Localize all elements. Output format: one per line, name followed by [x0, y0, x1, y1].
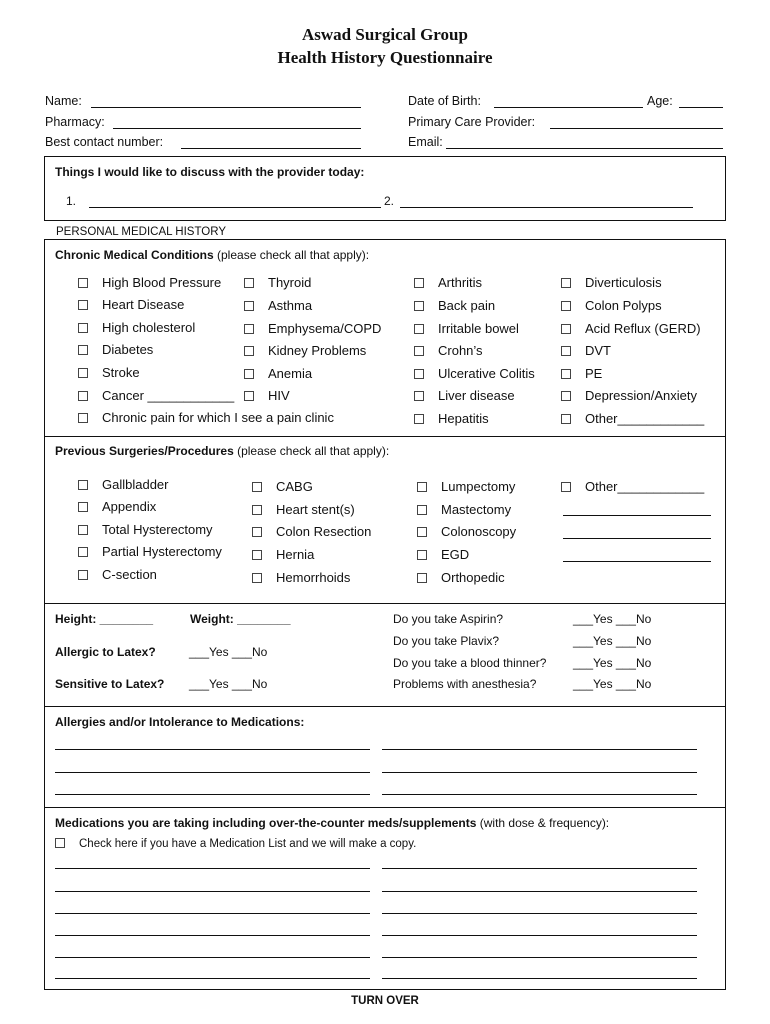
medication-line[interactable] — [55, 913, 370, 914]
surgery-option[interactable]: Heart stent(s) — [252, 502, 355, 517]
chronic-option[interactable]: Anemia — [244, 366, 312, 381]
other-surgery-field[interactable] — [563, 515, 711, 516]
checkbox[interactable] — [78, 502, 88, 512]
checkbox[interactable] — [561, 482, 571, 492]
allergic-latex-yes-no[interactable]: ___Yes ___No — [189, 645, 268, 659]
checkbox[interactable] — [414, 278, 424, 288]
chronic-option[interactable]: Heart Disease — [78, 297, 184, 312]
checkbox[interactable] — [78, 547, 88, 557]
dob-field[interactable] — [494, 107, 643, 108]
chronic-option[interactable]: Colon Polyps — [561, 298, 662, 313]
chronic-option[interactable]: Chronic pain for which I see a pain clinic — [78, 410, 334, 425]
divider — [44, 706, 726, 707]
checkbox[interactable] — [414, 391, 424, 401]
checkbox[interactable] — [244, 278, 254, 288]
divider — [44, 807, 726, 808]
allergic-latex-label: Allergic to Latex? — [55, 645, 156, 659]
surgeries-heading-note: (please check all that apply): — [237, 444, 390, 458]
checkbox[interactable] — [78, 278, 88, 288]
checkbox[interactable] — [561, 301, 571, 311]
allergy-line[interactable] — [382, 749, 697, 750]
chronic-option[interactable]: Arthritis — [414, 275, 482, 290]
checkbox[interactable] — [561, 346, 571, 356]
surgery-option[interactable]: Hemorrhoids — [252, 570, 350, 585]
org-name: Aswad Surgical Group — [302, 25, 468, 44]
chronic-option[interactable]: Back pain — [414, 298, 495, 313]
checkbox[interactable] — [252, 573, 262, 583]
email-field[interactable] — [446, 148, 723, 149]
checkbox[interactable] — [414, 369, 424, 379]
medication-line[interactable] — [55, 957, 370, 958]
other-surgery-field[interactable] — [563, 561, 711, 562]
checkbox[interactable] — [561, 278, 571, 288]
checkbox[interactable] — [417, 505, 427, 515]
checkbox[interactable] — [561, 369, 571, 379]
checkbox[interactable] — [414, 414, 424, 424]
pcp-field[interactable] — [550, 128, 723, 129]
medication-line[interactable] — [55, 868, 370, 869]
checkbox[interactable] — [78, 525, 88, 535]
discuss-field-1[interactable] — [89, 207, 381, 208]
checkbox[interactable] — [244, 301, 254, 311]
checkbox[interactable] — [78, 345, 88, 355]
chronic-option[interactable]: Acid Reflux (GERD) — [561, 321, 701, 336]
medication-line[interactable] — [382, 957, 697, 958]
chronic-heading — [55, 248, 369, 262]
checkbox[interactable] — [417, 527, 427, 537]
checkbox[interactable] — [78, 323, 88, 333]
checkbox[interactable] — [55, 838, 65, 848]
divider — [44, 603, 726, 604]
chronic-option[interactable]: Irritable bowel — [414, 321, 519, 336]
name-label: Name: — [45, 94, 82, 108]
checkbox[interactable] — [561, 324, 571, 334]
allergies-heading: Allergies and/or Intolerance to Medications: — [55, 715, 305, 729]
allergy-line[interactable] — [382, 772, 697, 773]
chronic-option[interactable]: Other____________ — [561, 411, 704, 426]
chronic-option[interactable]: DVT — [561, 343, 611, 358]
checkbox[interactable] — [78, 368, 88, 378]
medications-heading-note: (with dose & frequency): — [479, 816, 610, 830]
anesthesia-question: Problems with anesthesia? — [393, 677, 537, 691]
medication-line[interactable] — [55, 978, 370, 979]
discuss-heading: Things I would like to discuss with the provider today: — [55, 165, 365, 179]
checkbox[interactable] — [417, 550, 427, 560]
chronic-option[interactable]: Thyroid — [244, 275, 311, 290]
weight-field[interactable]: Weight: ________ — [190, 612, 291, 626]
chronic-option[interactable]: Diabetes — [78, 342, 153, 357]
anesthesia-yes-no[interactable]: ___Yes ___No — [573, 677, 652, 691]
checkbox[interactable] — [252, 527, 262, 537]
chronic-option[interactable]: Liver disease — [414, 388, 515, 403]
surgery-option[interactable]: Colon Resection — [252, 524, 371, 539]
surgery-option[interactable]: CABG — [252, 479, 313, 494]
allergy-line[interactable] — [55, 749, 370, 750]
chronic-option[interactable]: Hepatitis — [414, 411, 489, 426]
checkbox[interactable] — [417, 573, 427, 583]
chronic-option[interactable]: Emphysema/COPD — [244, 321, 381, 336]
surgery-option[interactable]: EGD — [417, 547, 469, 562]
allergy-line[interactable] — [382, 794, 697, 795]
age-label: Age: — [647, 94, 673, 108]
other-surgery-field[interactable] — [563, 538, 711, 539]
age-field[interactable] — [679, 107, 723, 108]
chronic-option[interactable]: HIV — [244, 388, 290, 403]
chronic-option[interactable]: Crohn’s — [414, 343, 483, 358]
dob-label: Date of Birth: — [408, 94, 481, 108]
surgery-option[interactable]: Colonoscopy — [417, 524, 516, 539]
checkbox[interactable] — [414, 346, 424, 356]
height-field[interactable]: Height: ________ — [55, 612, 154, 626]
surgery-option[interactable]: Orthopedic — [417, 570, 505, 585]
medication-line[interactable] — [382, 978, 697, 979]
sensitive-latex-yes-no[interactable]: ___Yes ___No — [189, 677, 268, 691]
allergy-line[interactable] — [55, 794, 370, 795]
chronic-option[interactable]: Ulcerative Colitis — [414, 366, 535, 381]
checkbox[interactable] — [244, 391, 254, 401]
pcp-label: Primary Care Provider: — [408, 115, 536, 129]
surgery-option[interactable]: Gallbladder — [78, 477, 169, 492]
checkbox[interactable] — [252, 505, 262, 515]
medication-line[interactable] — [382, 913, 697, 914]
pharmacy-label: Pharmacy: — [45, 115, 105, 129]
surgery-option[interactable]: Appendix — [78, 499, 156, 514]
pmh-label: PERSONAL MEDICAL HISTORY — [56, 226, 226, 238]
chronic-option[interactable]: Diverticulosis — [561, 275, 662, 290]
plavix-yes-no[interactable]: ___Yes ___No — [573, 634, 652, 648]
chronic-heading-note: (please check all that apply): — [217, 248, 370, 262]
medication-line[interactable] — [382, 891, 697, 892]
checkbox[interactable] — [414, 324, 424, 334]
thinner-yes-no[interactable]: ___Yes ___No — [573, 656, 652, 670]
checkbox[interactable] — [78, 413, 88, 423]
checkbox[interactable] — [417, 482, 427, 492]
discuss-number-2: 2. — [384, 194, 395, 208]
chronic-option[interactable]: Kidney Problems — [244, 343, 366, 358]
thinner-question: Do you take a blood thinner? — [393, 656, 547, 670]
sensitive-latex-label: Sensitive to Latex? — [55, 677, 165, 691]
chronic-option[interactable]: PE — [561, 366, 602, 381]
surgery-option[interactable]: Partial Hysterectomy — [78, 544, 222, 559]
checkbox[interactable] — [78, 391, 88, 401]
checkbox[interactable] — [244, 324, 254, 334]
surgery-option[interactable]: Total Hysterectomy — [78, 522, 213, 537]
checkbox[interactable] — [244, 346, 254, 356]
checkbox[interactable] — [244, 369, 254, 379]
surgery-option[interactable]: Lumpectomy — [417, 479, 515, 494]
form-title: Health History Questionnaire — [277, 48, 493, 67]
medication-line[interactable] — [382, 868, 697, 869]
checkbox[interactable] — [78, 570, 88, 580]
checkbox[interactable] — [414, 301, 424, 311]
checkbox[interactable] — [561, 414, 571, 424]
surgery-option[interactable]: Mastectomy — [417, 502, 511, 517]
medication-line[interactable] — [55, 935, 370, 936]
contact-label: Best contact number: — [45, 135, 164, 149]
medication-line[interactable] — [382, 935, 697, 936]
surgery-option[interactable]: Hernia — [252, 547, 314, 562]
contact-field[interactable] — [181, 148, 361, 149]
name-field[interactable] — [91, 107, 361, 108]
surgery-option[interactable]: Other____________ — [561, 479, 704, 494]
checkbox[interactable] — [561, 391, 571, 401]
chronic-option[interactable]: Depression/Anxiety — [561, 388, 697, 403]
chronic-option[interactable]: High Blood Pressure — [78, 275, 221, 290]
medication-list-option[interactable]: Check here if you have a Medication List and we will make a copy. — [55, 838, 416, 850]
surgeries-heading — [55, 444, 389, 458]
checkbox[interactable] — [78, 480, 88, 490]
turn-over-label: TURN OVER — [351, 995, 419, 1007]
discuss-number-1: 1. — [66, 194, 77, 208]
surgery-option[interactable]: C-section — [78, 567, 157, 582]
discuss-field-2[interactable] — [400, 207, 693, 208]
divider — [44, 436, 726, 437]
chronic-option[interactable]: High cholesterol — [78, 320, 195, 335]
medication-line[interactable] — [55, 891, 370, 892]
surgeries-heading-bold: Previous Surgeries/Procedures — [55, 444, 234, 458]
medications-heading-bold: Medications you are taking including over-the-counter meds/supplements — [55, 816, 477, 830]
checkbox[interactable] — [78, 300, 88, 310]
checkbox[interactable] — [252, 550, 262, 560]
medications-heading — [55, 816, 609, 830]
aspirin-question: Do you take Aspirin? — [393, 612, 504, 626]
pharmacy-field[interactable] — [113, 128, 361, 129]
chronic-heading-bold: Chronic Medical Conditions — [55, 248, 214, 262]
aspirin-yes-no[interactable]: ___Yes ___No — [573, 612, 652, 626]
chronic-option[interactable]: Stroke — [78, 365, 140, 380]
chronic-option[interactable]: Asthma — [244, 298, 312, 313]
plavix-question: Do you take Plavix? — [393, 634, 500, 648]
email-label: Email: — [408, 135, 443, 149]
chronic-option[interactable]: Cancer ____________ — [78, 388, 234, 403]
checkbox[interactable] — [252, 482, 262, 492]
allergy-line[interactable] — [55, 772, 370, 773]
